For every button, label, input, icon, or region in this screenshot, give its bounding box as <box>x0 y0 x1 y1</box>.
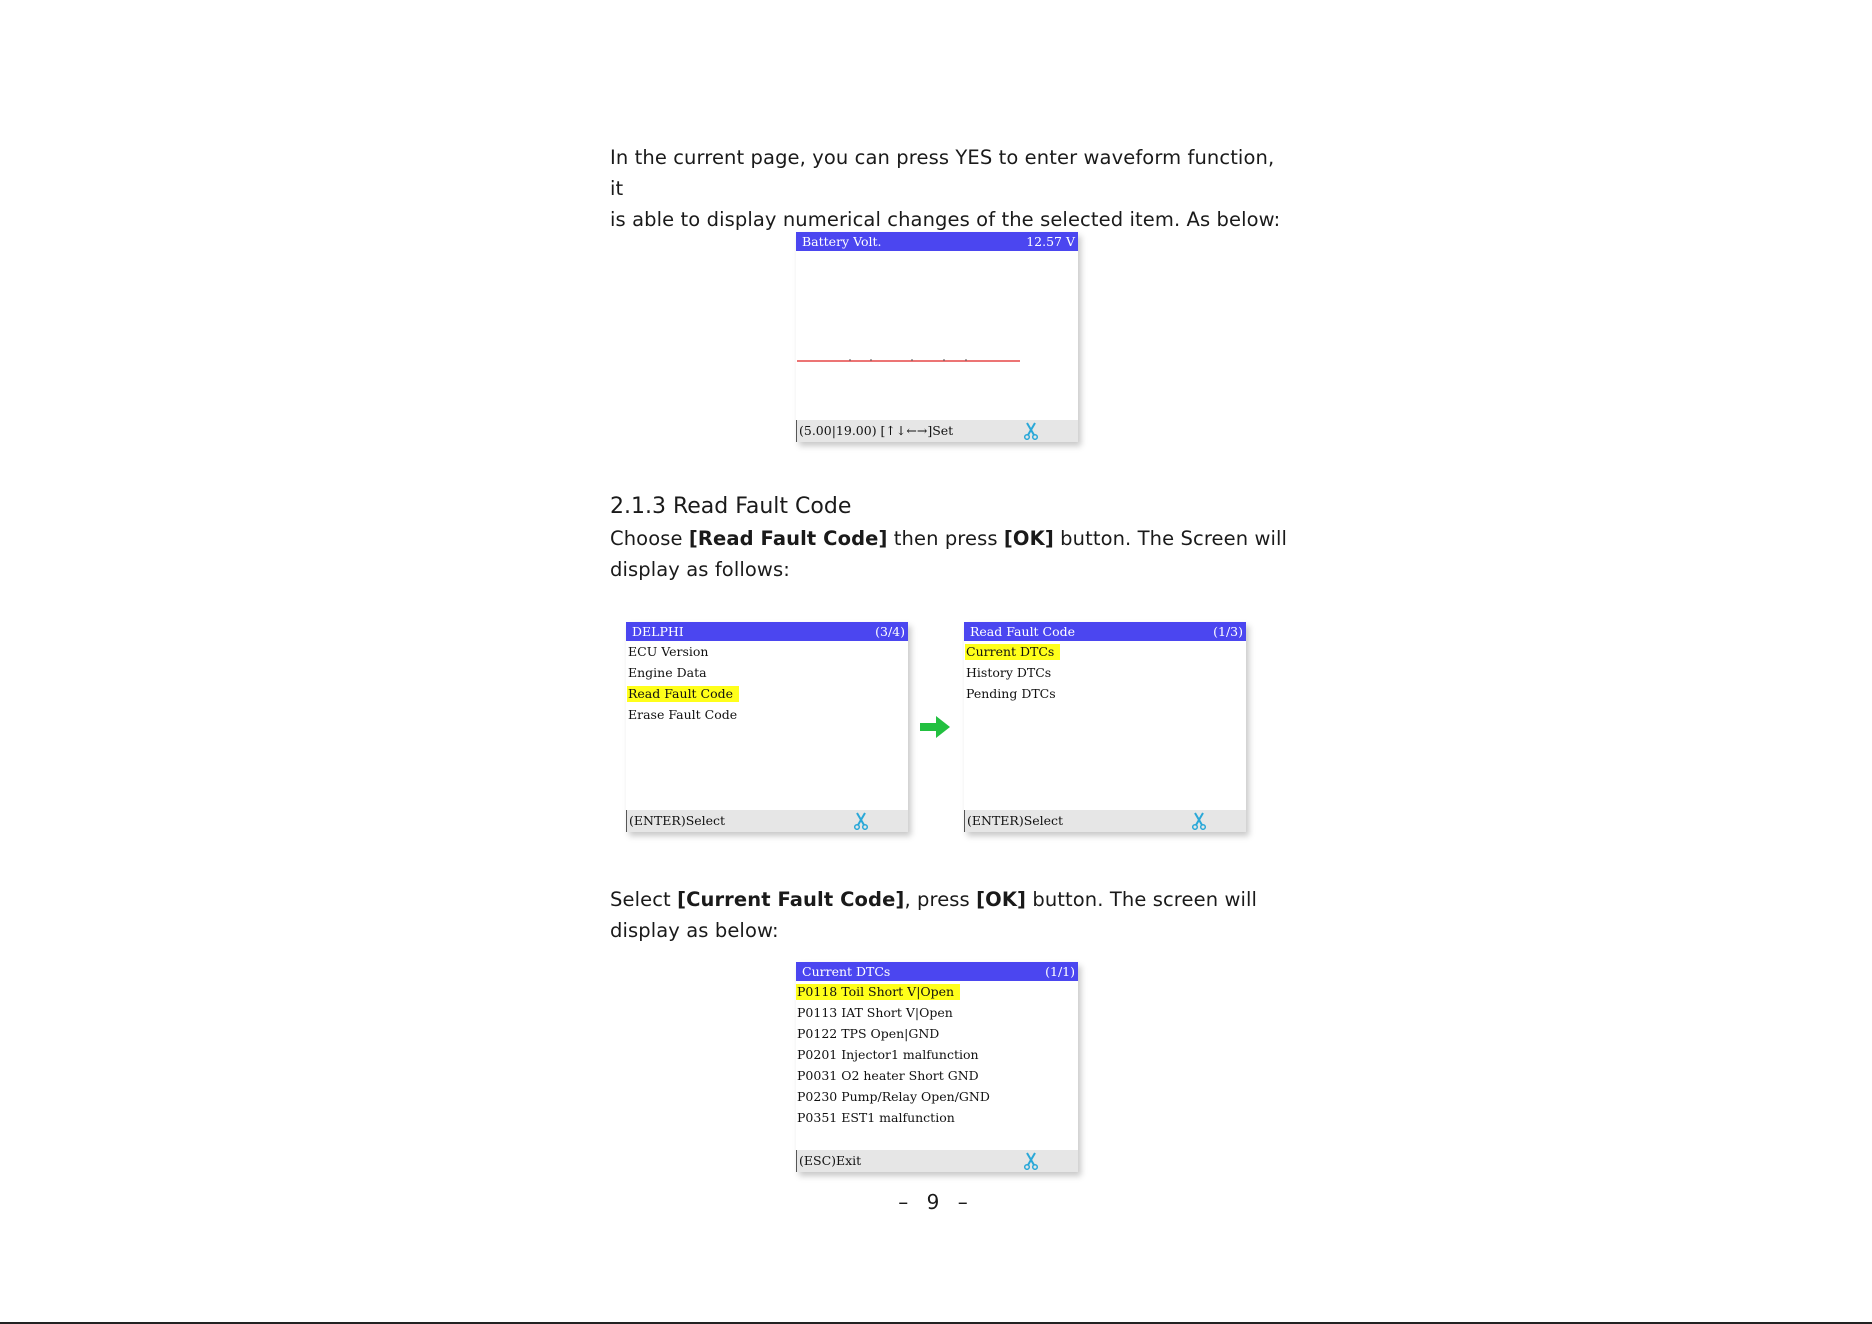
section-text: then press <box>887 527 1004 550</box>
waveform-value: 12.57 V <box>1026 234 1075 249</box>
select-text: button. The screen will <box>1026 888 1258 911</box>
select-bold-ok: [OK] <box>976 888 1027 911</box>
dtc-item[interactable]: P0230 Pump/Relay Open/GND <box>797 1089 990 1104</box>
dtc-item[interactable]: P0031 O2 heater Short GND <box>797 1068 979 1083</box>
dtc-title: Current DTCs <box>802 964 891 979</box>
delphi-title-bar <box>626 622 908 641</box>
menu-item-engine-data[interactable]: Engine Data <box>628 665 707 680</box>
menu-item-erase-fault-code[interactable]: Erase Fault Code <box>628 707 738 722</box>
dtc-item[interactable]: P0113 IAT Short V|Open <box>797 1005 953 1020</box>
select-text: Select <box>610 888 678 911</box>
menu-item-history-dtcs[interactable]: History DTCs <box>966 665 1052 680</box>
page-number: – 9 – <box>898 1190 974 1214</box>
intro-paragraph <box>610 142 1290 235</box>
dtc-item[interactable]: P0118 Toil Short V|Open <box>796 984 960 1000</box>
section-text: button. The Screen will <box>1053 527 1288 550</box>
section-bold-ok: [OK] <box>1003 527 1054 550</box>
section-paragraph <box>610 523 1290 585</box>
section-text: Choose <box>610 527 689 550</box>
waveform-footer <box>796 420 1078 442</box>
delphi-footer-text: (ENTER)Select <box>629 813 726 828</box>
delphi-page: (3/4) <box>875 624 905 639</box>
scissors-tool-icon <box>1022 1152 1040 1170</box>
read-fault-code-screen <box>964 622 1246 832</box>
intro-line-1: In the current page, you can press YES to enter waveform function, it <box>610 146 1275 200</box>
section-line-2: display as follows: <box>610 558 790 581</box>
waveform-footer-text: (5.00|19.00) [↑↓←→]Set <box>799 423 954 438</box>
fault-footer-text: (ENTER)Select <box>967 813 1064 828</box>
dtc-title-bar <box>796 962 1078 981</box>
right-arrow-icon <box>920 716 950 738</box>
select-line-2: display as below: <box>610 919 779 942</box>
scissors-tool-icon <box>852 812 870 830</box>
current-dtcs-screen <box>796 962 1078 1172</box>
delphi-title: DELPHI <box>632 624 684 639</box>
menu-item-read-fault-code[interactable]: Read Fault Code <box>627 686 739 702</box>
menu-item-current-dtcs[interactable]: Current DTCs <box>965 644 1060 660</box>
delphi-footer <box>626 810 908 832</box>
select-text: , press <box>904 888 977 911</box>
fault-page: (1/3) <box>1213 624 1243 639</box>
dtc-footer <box>796 1150 1078 1172</box>
dtc-page: (1/1) <box>1045 964 1075 979</box>
waveform-title: Battery Volt. <box>802 234 882 249</box>
fault-title-bar <box>964 622 1246 641</box>
waveform-title-bar <box>796 232 1078 251</box>
select-bold-current-fault-code: [Current Fault Code] <box>677 888 905 911</box>
select-paragraph <box>610 884 1290 946</box>
menu-item-ecu-version[interactable]: ECU Version <box>628 644 709 659</box>
section-heading: 2.1.3 Read Fault Code <box>610 494 852 519</box>
dtc-item[interactable]: P0351 EST1 malfunction <box>797 1110 955 1125</box>
waveform-plot <box>796 251 1078 420</box>
menu-item-pending-dtcs[interactable]: Pending DTCs <box>966 686 1056 701</box>
intro-line-2: is able to display numerical changes of the selected item. As below: <box>610 208 1281 231</box>
scissors-tool-icon <box>1190 812 1208 830</box>
dtc-item[interactable]: P0122 TPS Open|GND <box>797 1026 940 1041</box>
dtc-item[interactable]: P0201 Injector1 malfunction <box>797 1047 979 1062</box>
waveform-screen <box>796 232 1078 442</box>
dtc-footer-text: (ESC)Exit <box>799 1153 862 1168</box>
scissors-tool-icon <box>1022 422 1040 440</box>
delphi-menu-screen <box>626 622 908 832</box>
fault-title: Read Fault Code <box>970 624 1076 639</box>
fault-footer <box>964 810 1246 832</box>
section-bold-read-fault-code: [Read Fault Code] <box>688 527 888 550</box>
